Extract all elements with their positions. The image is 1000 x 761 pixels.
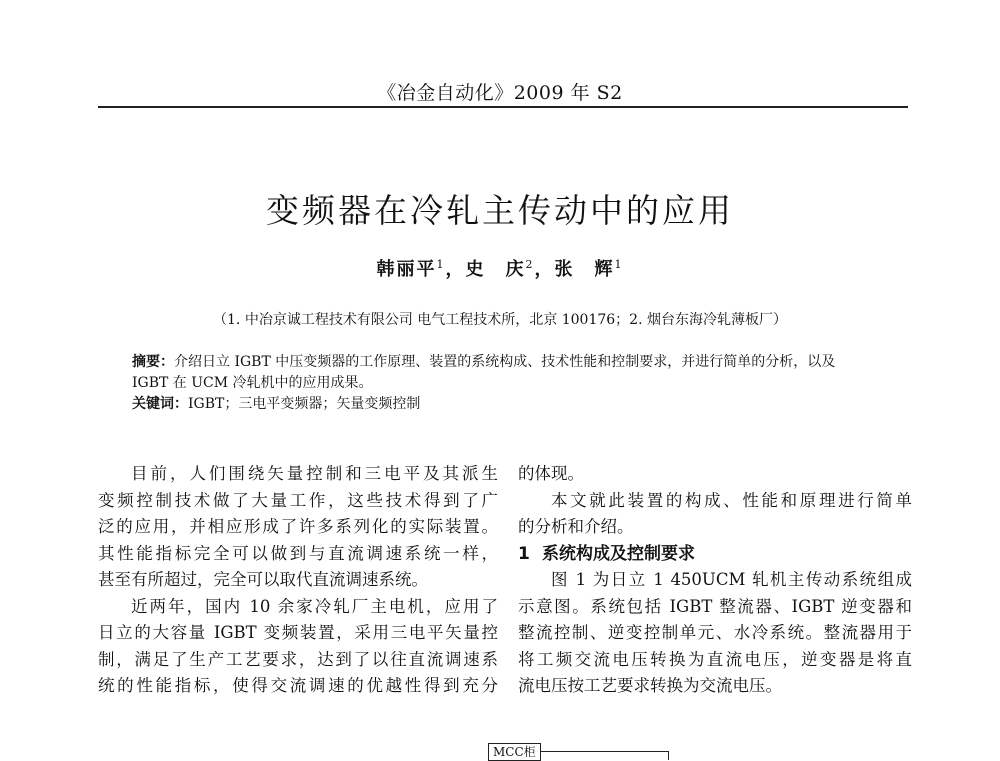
body-line: 目前，人们围绕矢量控制和三电平及其派生 bbox=[131, 464, 498, 483]
section-number: 1 bbox=[518, 543, 530, 564]
body-line: 图 1 为日立 1 450UCM 轧机主传动系统组成 bbox=[551, 570, 912, 589]
body-line: 其性能指标完全可以做到与直流调速系统一样， bbox=[98, 543, 498, 563]
body-line: 泛的应用，并相应形成了许多系列化的实际装置。 bbox=[98, 517, 498, 536]
abstract-block bbox=[132, 352, 892, 415]
author-name: 史 庆 bbox=[465, 259, 526, 280]
abstract-line: IGBT 在 UCM 冷轧机中的应用成果。 bbox=[132, 375, 373, 391]
header-rule bbox=[98, 106, 908, 108]
journal-header: 《冶金自动化》2009 年 S2 bbox=[377, 82, 623, 104]
body-line: 的体现。 bbox=[518, 464, 584, 483]
body-line: 制，满足了生产工艺要求，达到了以往直流调速系 bbox=[98, 649, 498, 669]
body-line: 甚至有所超过，完全可以取代直流调速系统。 bbox=[98, 570, 428, 589]
author-separator: ， bbox=[534, 259, 555, 280]
abstract-line bbox=[132, 352, 892, 373]
author-separator: ， bbox=[445, 259, 466, 280]
body-line: 变频控制技术做了大量工作，这些技术得到了广 bbox=[98, 490, 498, 510]
abstract-label: 摘要： bbox=[132, 354, 174, 370]
author-name: 张 辉 bbox=[554, 259, 615, 280]
affiliation: （1. 中冶京诚工程技术有限公司 电气工程技术所，北京 100176；2. 烟台东海冷轧薄板厂） bbox=[213, 312, 787, 328]
author-affiliation-mark: 1 bbox=[436, 258, 446, 271]
body-line: 示意图。系统包括 IGBT 整流器、IGBT 逆变器和 bbox=[518, 596, 912, 616]
body-line: 日立的大容量 IGBT 变频装置，采用三电平矢量控 bbox=[98, 623, 498, 642]
left-column bbox=[98, 461, 498, 700]
body-line: 将工频交流电压转换为直流电压，逆变器是将直 bbox=[518, 649, 912, 669]
author-affiliation-mark: 2 bbox=[525, 258, 535, 271]
right-column bbox=[518, 461, 912, 700]
body-line: 统的性能指标，使得交流调速的优越性得到充分 bbox=[98, 676, 498, 695]
figure-connector-tick bbox=[668, 751, 669, 760]
keywords-line bbox=[132, 394, 892, 415]
author-affiliation-mark: 1 bbox=[614, 258, 624, 271]
body-line: 整流控制、逆变控制单元、水冷系统。整流器用于 bbox=[518, 623, 912, 642]
figure-mcc-box: MCC柜 bbox=[488, 743, 541, 761]
abstract-text: 介绍日立 IGBT 中压变频器的工作原理、装置的系统构成、技术性能和控制要求，并进行简单的分析，以及 bbox=[174, 354, 836, 370]
body-line: 本文就此装置的构成、性能和原理进行简单 bbox=[551, 490, 912, 510]
figure-connector-line bbox=[540, 751, 668, 752]
article-title: 变频器在冷轧主传动中的应用 bbox=[266, 191, 734, 230]
body-line: 流电压按工艺要求转换为交流电压。 bbox=[518, 676, 782, 695]
keywords-label: 关键词： bbox=[132, 396, 188, 412]
section-heading bbox=[518, 541, 912, 568]
author-list bbox=[0, 255, 1000, 281]
author-name: 韩丽平 bbox=[376, 259, 437, 280]
body-line: 近两年，国内 10 余家冷轧厂主电机，应用了 bbox=[131, 596, 498, 616]
body-line: 的分析和介绍。 bbox=[518, 517, 634, 536]
keywords-text: IGBT；三电平变频器；矢量变频控制 bbox=[188, 396, 421, 412]
section-title: 系统构成及控制要求 bbox=[542, 543, 695, 564]
